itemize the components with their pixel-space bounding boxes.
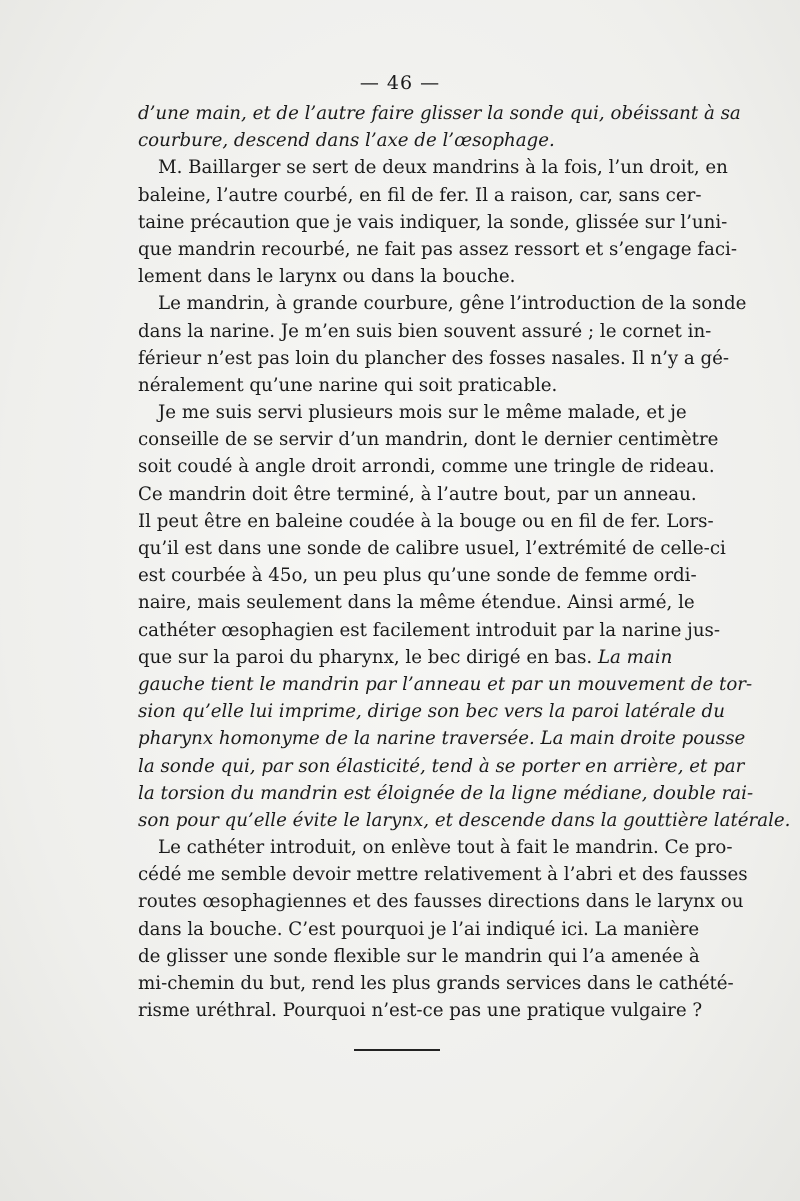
text-line: [138, 426, 719, 453]
end-rule: [354, 1049, 440, 1051]
text-line-italic-tail: La main: [592, 646, 673, 668]
text-line: [138, 698, 725, 725]
text-line-content: que mandrin recourbé, ne fait pas assez ressort et s’engage faci-: [138, 238, 737, 260]
text-line-content: sion qu’elle lui imprime, dirige son bec vers la paroi latérale du: [138, 701, 725, 723]
text-line-content: pharynx homonyme de la narine traversée. La main droite pousse: [138, 728, 746, 750]
text-line: [138, 861, 748, 888]
text-line: [138, 399, 687, 426]
text-line-content: naire, mais seulement dans la même étendue. Ainsi armé, le: [138, 592, 695, 614]
text-line: [138, 916, 700, 943]
text-line-content: de glisser une sonde flexible sur le mandrin qui l’a amenée à: [138, 945, 700, 967]
text-line-content: lement dans le larynx ou dans la bouche.: [138, 266, 516, 288]
text-line-content: baleine, l’autre courbé, en fil de fer. Il a raison, car, sans cer-: [138, 184, 702, 206]
text-line: [138, 997, 703, 1024]
text-line-content: gauche tient le mandrin par l’anneau et par un mouvement de tor-: [138, 673, 753, 695]
text-line-content: dans la bouche. C’est pourquoi je l’ai indiqué ici. La manière: [138, 918, 700, 940]
text-line: [138, 589, 695, 616]
text-line-content: est courbée à 45o, un peu plus qu’une sonde de femme ordi-: [138, 565, 697, 587]
text-line-content: risme uréthral. Pourquoi n’est-ce pas une pratique vulgaire ?: [138, 1000, 703, 1022]
text-line: [138, 127, 654, 154]
text-line: [138, 345, 730, 372]
text-line: [138, 562, 697, 589]
text-line-content: mi-chemin du but, rend les plus grands services dans le cathété-: [138, 973, 734, 994]
text-line-content: d’une main, et de l’autre faire glisser la sonde qui, obéissant à sa: [138, 103, 741, 124]
text-line: [138, 970, 734, 997]
text-line: [138, 753, 745, 780]
text-line-content: taine précaution que je vais indiquer, la sonde, glissée sur l’uni-: [138, 211, 728, 233]
text-line: [138, 834, 733, 861]
text-line: [138, 508, 714, 535]
text-line: [138, 617, 721, 644]
text-line: [138, 481, 697, 508]
text-line-content: cathéter œsophagien est facilement introduit par la narine jus-: [138, 619, 721, 641]
text-line-content: conseille de se servir d’un mandrin, dont le dernier centimètre: [138, 429, 719, 451]
text-line: [138, 807, 791, 834]
text-line-content: la sonde qui, par son élasticité, tend à se porter en arrière, et par: [138, 755, 745, 777]
text-line-content: soit coudé à angle droit arrondi, comme une tringle de rideau.: [138, 456, 715, 478]
text-line-content: qu’il est dans une sonde de calibre usuel, l’extrémité de celle-ci: [138, 538, 726, 559]
text-line: [138, 290, 747, 317]
text-line: [138, 888, 744, 915]
text-line-content: dans la narine. Je m’en suis bien souvent assuré ; le cornet in-: [138, 320, 712, 342]
text-line-content: son pour qu’elle évite le larynx, et descende dans la gouttière latérale.: [138, 809, 791, 831]
text-line: [138, 725, 746, 752]
text-line: [138, 263, 654, 290]
text-line-content: courbure, descend dans l’axe de l’œsophage.: [138, 130, 555, 152]
text-line-content: néralement qu’une narine qui soit praticable.: [138, 374, 558, 396]
text-line: [138, 236, 737, 263]
text-line: [138, 644, 673, 671]
text-line-content: Il peut être en baleine coudée à la bouge ou en fil de fer. Lors-: [138, 510, 714, 532]
text-line-content: Le mandrin, à grande courbure, gêne l’introduction de la sonde: [158, 293, 747, 315]
text-line: [138, 780, 754, 807]
text-line-content: Je me suis servi plusieurs mois sur le même malade, et je: [158, 402, 687, 424]
text-line-content: cédé me semble devoir mettre relativement à l’abri et des fausses: [138, 864, 748, 886]
text-line: [138, 943, 700, 970]
text-line: [138, 182, 702, 209]
text-line-content: Le cathéter introduit, on enlève tout à fait le mandrin. Ce pro-: [158, 837, 733, 859]
text-line: [138, 535, 726, 562]
text-line-content: la torsion du mandrin est éloignée de la ligne médiane, double rai-: [138, 782, 754, 804]
page-number: — 46 —: [359, 72, 441, 94]
text-line-content: que sur la paroi du pharynx, le bec dirigé en bas.: [138, 646, 593, 668]
text-line-content: routes œsophagiennes et des fausses directions dans le larynx ou: [138, 891, 744, 913]
body-text: [138, 100, 791, 1024]
text-line-content: Ce mandrin doit être terminé, à l’autre bout, par un anneau.: [138, 483, 697, 505]
text-line: [138, 453, 715, 480]
text-line-content: férieur n’est pas loin du plancher des fosses nasales. Il n’y a gé-: [138, 347, 730, 369]
text-line: [138, 100, 741, 127]
text-line: [138, 671, 753, 698]
text-line: [138, 154, 728, 181]
text-line: [138, 372, 654, 399]
text-line: [138, 209, 728, 236]
text-line: [138, 318, 712, 345]
text-line-content: M. Baillarger se sert de deux mandrins à la fois, l’un droit, en: [158, 157, 728, 179]
